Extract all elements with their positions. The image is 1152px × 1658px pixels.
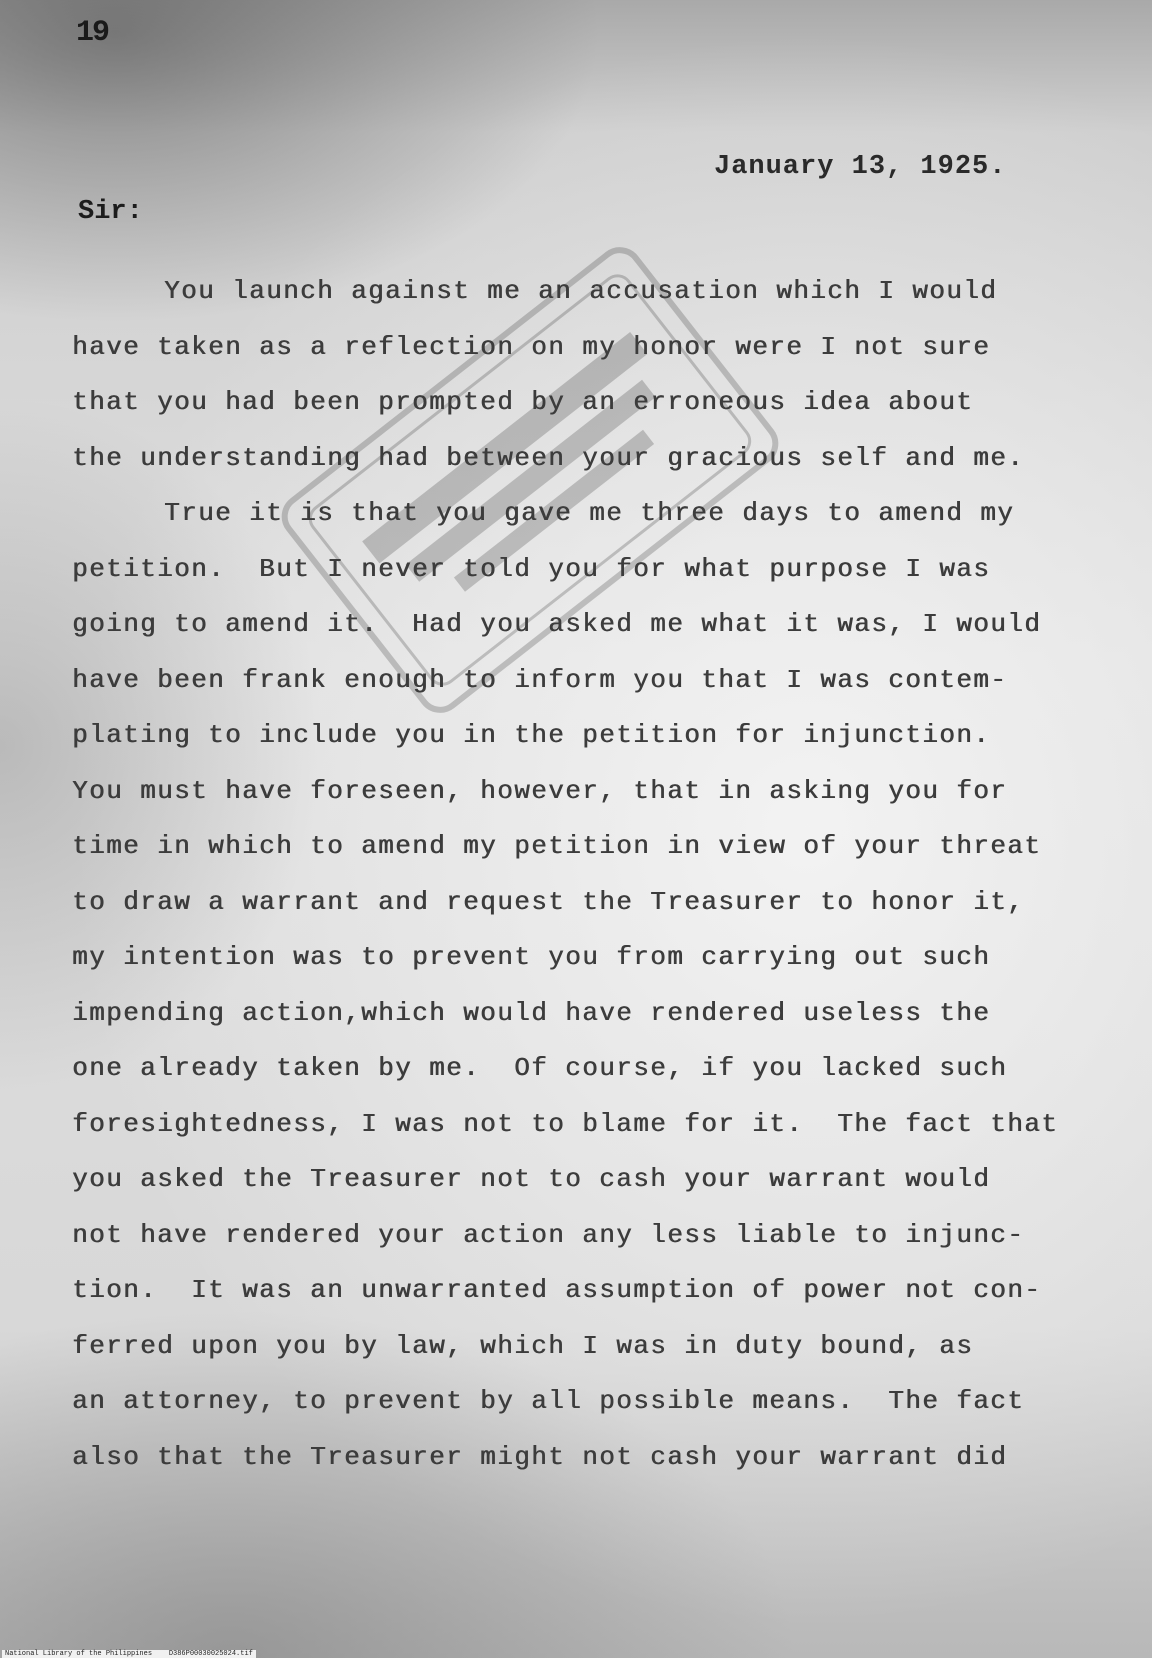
body-line: petition. But I never told you for what purpose I was: [72, 553, 991, 584]
page-number: 19: [76, 16, 109, 50]
letter-body: [72, 264, 1082, 1485]
body-line: my intention was to prevent you from carrying out such: [72, 942, 991, 972]
body-line: You must have foreseen, however, that in asking you for: [72, 775, 1008, 806]
body-line: You launch against me an accusation which I would: [164, 276, 998, 306]
salutation: Sir:: [78, 197, 143, 227]
body-line: to draw a warrant and request the Treasurer to honor it,: [72, 886, 1025, 917]
body-line: plating to include you in the petition for injunction.: [72, 720, 991, 750]
body-line: time in which to amend my petition in view of your threat: [72, 831, 1042, 861]
body-line: tion. It was an unwarranted assumption of power not con-: [72, 1275, 1042, 1305]
letter-date: January 13, 1925.: [714, 152, 1007, 182]
body-line: ferred upon you by law, which I was in duty bound, as: [72, 1330, 974, 1361]
archive-footer: National Library of the Philippines D386P00030025024.tif: [2, 1650, 256, 1658]
body-line: also that the Treasurer might not cash your warrant did: [72, 1441, 1008, 1472]
body-line: not have rendered your action any less liable to injunc-: [72, 1219, 1025, 1250]
body-line: you asked the Treasurer not to cash your warrant would: [72, 1164, 991, 1194]
body-line: have taken as a reflection on my honor were I not sure: [72, 331, 991, 362]
body-line: True it is that you gave me three days to amend my: [164, 498, 1015, 528]
body-line: have been frank enough to inform you that I was contem-: [72, 664, 1008, 695]
body-line: the understanding had between your gracious self and me.: [72, 442, 1025, 473]
body-line: one already taken by me. Of course, if you lacked such: [72, 1053, 1008, 1083]
body-line: foresightedness, I was not to blame for it. The fact that: [72, 1108, 1059, 1139]
body-line: going to amend it. Had you asked me what it was, I would: [72, 609, 1042, 639]
body-line: impending action,which would have rendered useless the: [72, 997, 991, 1028]
body-line: that you had been prompted by an erroneous idea about: [72, 387, 974, 417]
body-line: an attorney, to prevent by all possible means. The fact: [72, 1386, 1025, 1416]
